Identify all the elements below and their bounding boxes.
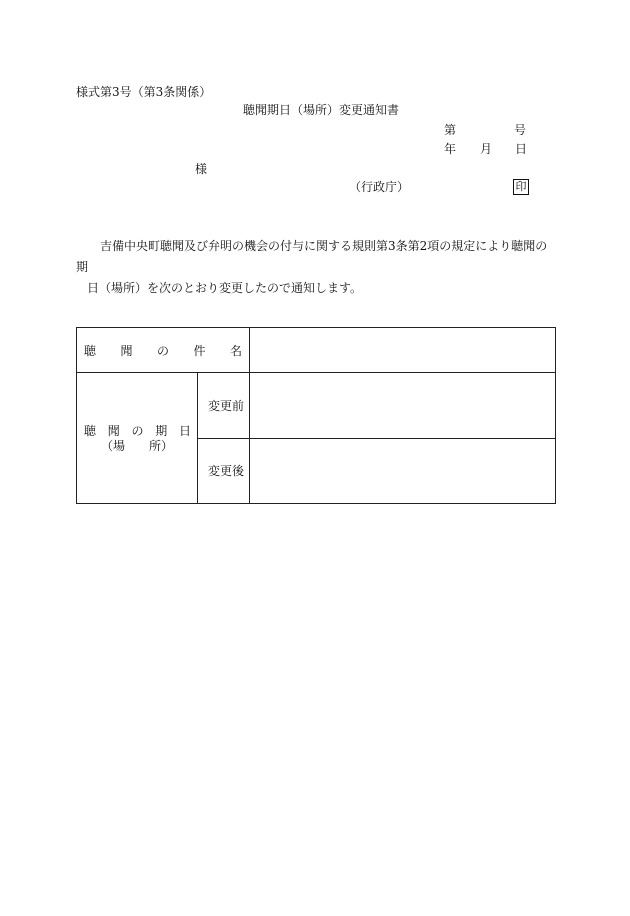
body-line-2: 日（場所）を次のとおり変更したので通知します。 <box>87 281 363 295</box>
case-name-label <box>84 345 242 357</box>
table-divider-value-column <box>249 328 250 503</box>
hearing-date-char: 聴 <box>84 424 97 438</box>
hearing-date-char: 聞 <box>107 424 120 438</box>
hearing-date-char: 期 <box>155 424 168 438</box>
case-name-char: 聴 <box>84 344 97 358</box>
notice-table <box>76 327 556 504</box>
before-change-label: 変更前 <box>208 399 245 413</box>
notice-body <box>76 236 556 299</box>
hearing-date-char: の <box>131 424 144 438</box>
date-month: 月 <box>480 142 493 156</box>
hearing-place-part: 所） <box>148 439 173 453</box>
hearing-place-label <box>101 440 173 452</box>
agency-label: （行政庁） <box>349 180 410 194</box>
body-line-1: 吉備中央町聴聞及び弁明の機会の付与に関する規則第3条第2項の規定により聴聞の期 <box>76 239 548 274</box>
table-divider-subrow <box>197 438 555 439</box>
table-divider-row <box>77 372 555 373</box>
hearing-date-label <box>84 425 191 437</box>
after-change-label: 変更後 <box>208 464 245 478</box>
table-divider-sub-column <box>197 373 198 503</box>
form-number: 様式第3号（第3条関係） <box>76 85 212 99</box>
number-prefix: 第 <box>444 123 457 137</box>
case-name-char: の <box>156 344 169 358</box>
date-day: 日 <box>515 142 528 156</box>
document-title: 聴聞期日（場所）変更通知書 <box>243 103 400 117</box>
case-name-char: 聞 <box>120 344 133 358</box>
date-year: 年 <box>444 142 457 156</box>
case-name-char: 件 <box>193 344 206 358</box>
number-suffix: 号 <box>514 123 527 137</box>
hearing-place-part: （場 <box>101 439 126 453</box>
addressee-suffix: 様 <box>195 162 208 176</box>
case-name-char: 名 <box>229 344 242 358</box>
hearing-date-char: 日 <box>178 424 191 438</box>
seal-mark: 印 <box>513 179 529 195</box>
